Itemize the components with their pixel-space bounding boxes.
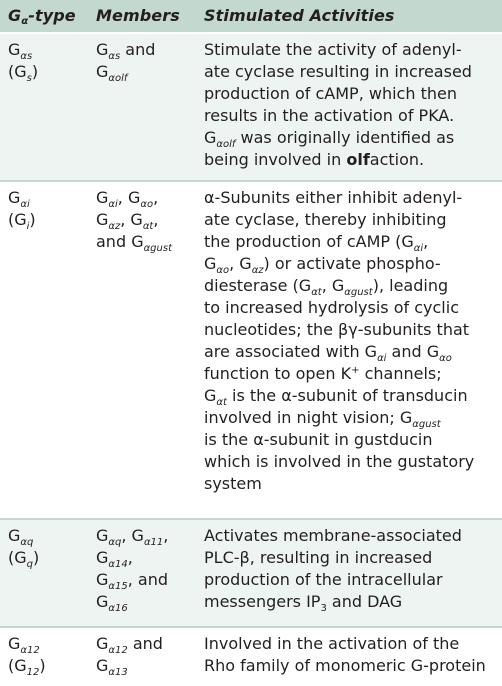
table-header <box>0 0 502 34</box>
table-row <box>0 34 502 180</box>
type-cell: $G_{\alpha s}$ $(G_s)$ <box>8 40 39 84</box>
activity-cell: Activates membrane-associated PLC-β, resulting in increased production of the intracellular messengers $IP_3$ and DAG <box>204 526 462 614</box>
table-row <box>0 180 502 520</box>
activity-cell: α-Subunits either inhibit adenyl- ate cyclase, thereby inhibiting the production of cAMP ($G_{\alpha i}$, $G_{\alpha o}$, $G_{\alpha z}$) or activate phospho- diesterase ($G_{\alpha t}$, $G_{\alpha gust}$), leading to increased hydrolysis of cyclic nucleotides; the βγ-subunits that are associated with $G_{\alpha i}$ and $G_{\alpha o}$ function to open K+ channels; $G_{\alpha t}$ is the α-subunit of transducin involved in night vision; $G_{\alpha gust}$ is the α-subunit in gustducin which is involved in the gustatory system <box>204 188 475 493</box>
members-cell: $G_{\alpha q}$, $G_{\alpha 11}$, $G_{\alpha 14}$, $G_{\alpha 15}$, and $G_{\alpha 16}$ <box>96 526 169 614</box>
members-cell: $G_{\alpha i}$, $G_{\alpha o}$, $G_{\alpha z}$, $G_{\alpha t}$, and $G_{\alpha gust}$ <box>96 188 173 254</box>
members-cell: $G_{\alpha s}$ and $G_{\alpha olf}$ <box>96 40 156 84</box>
table-row <box>0 518 502 628</box>
activity-cell: Involved in the activation of the Rho family of monomeric G-protein <box>204 634 486 675</box>
type-cell: $G_{\alpha q}$ $(G_q)$ <box>8 526 40 570</box>
activity-cell: Stimulate the activity of adenyl- ate cyclase resulting in increased production of cAMP, which then results in the activation of PKA. $G_{\alpha olf}$ was originally identified as being involved in olfaction. <box>204 40 472 169</box>
type-cell: $G_{\alpha i}$ $(G_i)$ <box>8 188 36 232</box>
header-ga-type: $G_\alpha$-type <box>8 6 76 27</box>
header-members: Members <box>96 6 180 25</box>
members-cell: $G_{\alpha 12}$ and $G_{\alpha 13}$ <box>96 634 163 678</box>
type-cell: $G_{\alpha 12}$ $(G_{12})$ <box>8 634 46 678</box>
header-stimulated-activities: Stimulated Activities <box>204 6 395 25</box>
table-row <box>0 626 502 686</box>
